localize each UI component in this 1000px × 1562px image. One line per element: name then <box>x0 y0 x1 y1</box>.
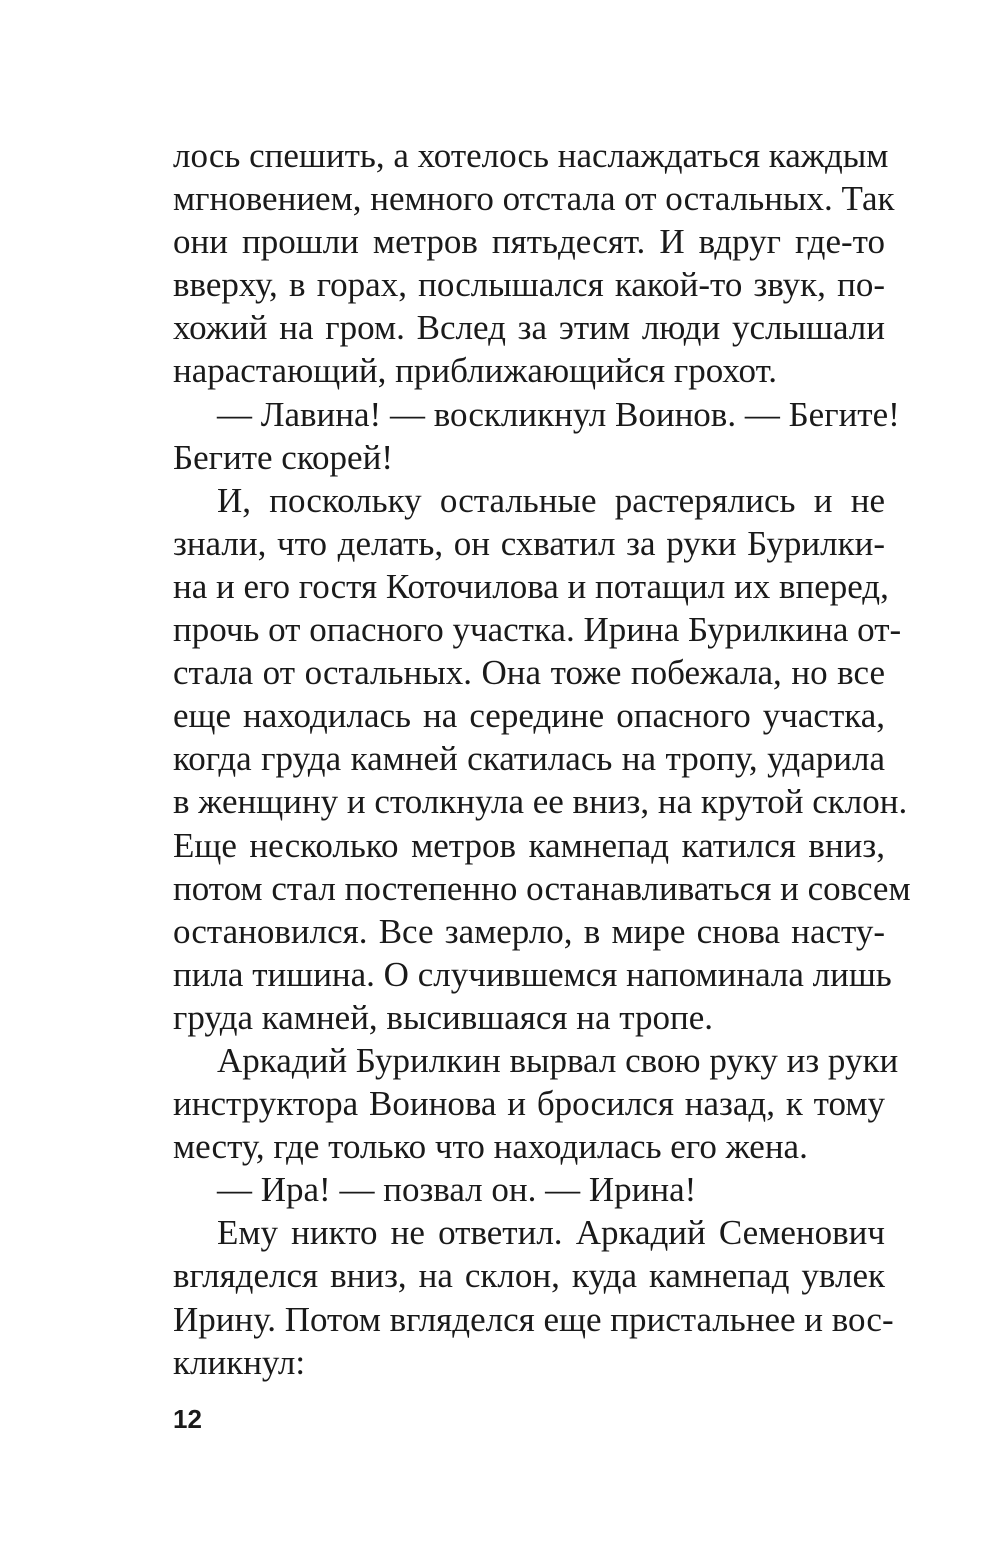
text-line: Бегите скорей! <box>173 437 393 477</box>
text-line: мгновением, немного отстала от остальных. Так <box>173 179 895 219</box>
text-line: кликнул: <box>173 1342 306 1382</box>
text-line: остановился. Все замерло, в мире снова насту- <box>173 911 885 951</box>
text-line: потом стал постепенно останавливаться и совсем <box>173 868 911 908</box>
text-line: груда камней, высившаяся на тропе. <box>173 997 713 1037</box>
text-line: стала от остальных. Она тоже побежала, но все <box>173 653 885 693</box>
text-line: когда груда камней скатилась на тропу, ударила <box>173 739 885 779</box>
text-line: пила тишина. О случившемся напоминала лишь <box>173 954 892 994</box>
text-line: Еще несколько метров камнепад катился вниз, <box>173 825 885 865</box>
text-line: вверху, в горах, послышался какой-то звук, по- <box>173 265 885 305</box>
text-line: — Лавина! — воскликнул Воинов. — Бегите! <box>217 394 900 434</box>
text-line: Ирину. Потом вгляделся еще пристальнее и вос- <box>173 1299 894 1339</box>
text-line: нарастающий, приближающийся грохот. <box>173 351 778 391</box>
body-text <box>173 134 911 1384</box>
text-line: И, поскольку остальные растерялись и не <box>217 480 885 520</box>
text-line: еще находилась на середине опасного участка, <box>173 696 885 736</box>
text-line: знали, что делать, он схватил за руки Бурилки- <box>173 523 885 563</box>
text-line: лось спешить, а хотелось наслаждаться каждым <box>173 136 889 175</box>
text-line: — Ира! — позвал он. — Ирина! <box>217 1170 697 1210</box>
text-line: месту, где только что находилась его жена. <box>173 1127 808 1167</box>
page-number: 12 <box>173 1404 202 1434</box>
text-line: на и его гостя Коточилова и потащил их вперед, <box>173 566 889 606</box>
text-line: Ему никто не ответил. Аркадий Семенович <box>217 1213 885 1253</box>
text-line: хожий на гром. Вслед за этим люди услышали <box>173 308 885 348</box>
text-line: инструктора Воинова и бросился назад, к тому <box>173 1084 885 1124</box>
text-line: вгляделся вниз, на склон, куда камнепад увлек <box>173 1256 885 1296</box>
text-line: в женщину и столкнула ее вниз, на крутой склон. <box>173 782 908 822</box>
text-line: прочь от опасного участка. Ирина Бурилкина от- <box>173 610 902 650</box>
text-line: Аркадий Бурилкин вырвал свою руку из руки <box>217 1040 899 1080</box>
text-line: они прошли метров пятьдесят. И вдруг где-то <box>173 222 885 262</box>
